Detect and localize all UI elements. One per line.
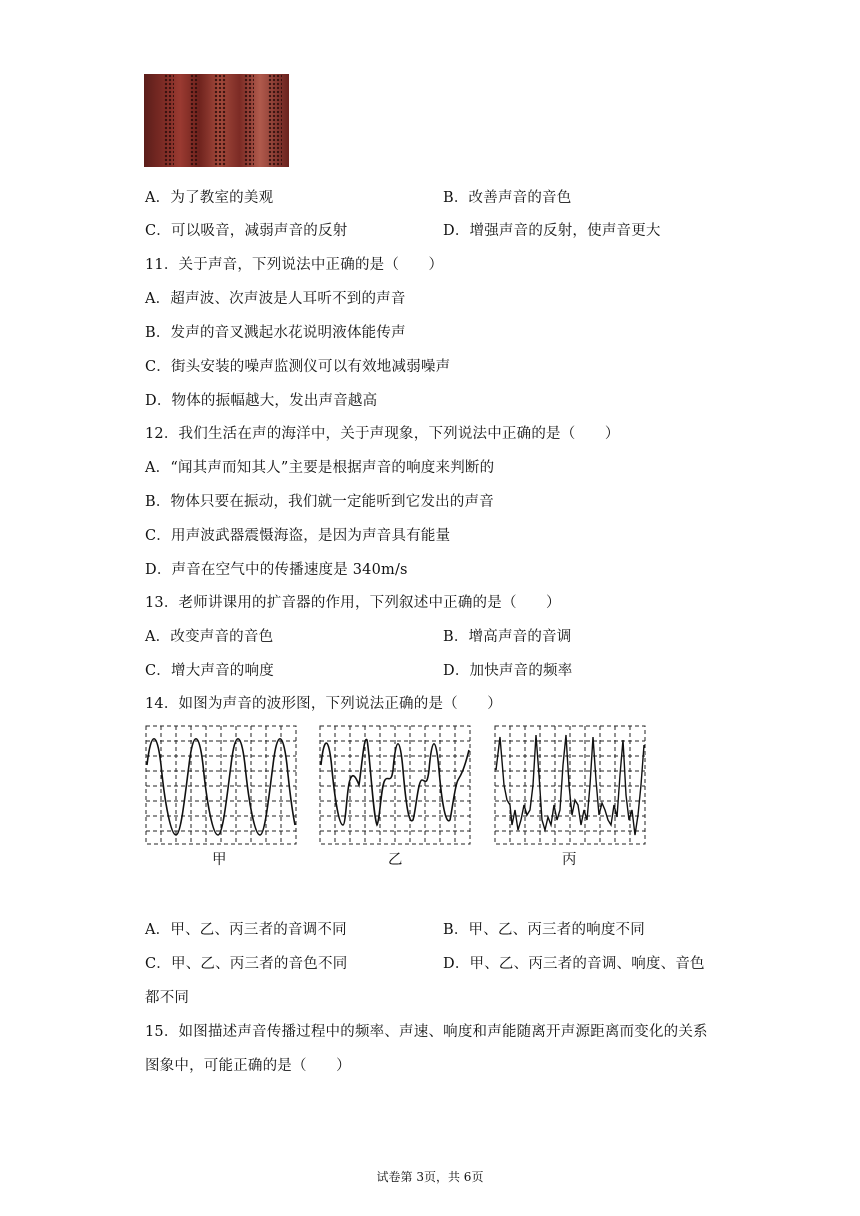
q11-option-b: B．发声的音叉溅起水花说明液体能传声 <box>145 325 406 341</box>
q14-stem: 14．如图为声音的波形图，下列说法正确的是（ ） <box>145 696 502 712</box>
q15-stem-line1: 15．如图描述声音传播过程中的频率、声速、响度和声能随离开声源距离而变化的关系 <box>145 1024 708 1040</box>
waveform-yi <box>319 725 471 845</box>
q14-option-d: D．甲、乙、丙三者的音调、响度、音色 <box>443 956 705 972</box>
q10-option-c: C．可以吸音，减弱声音的反射 <box>145 223 348 239</box>
q10-option-a: A．为了教室的美观 <box>145 190 274 206</box>
page-footer: 试卷第 3页，共 6页 <box>376 1170 484 1184</box>
q12-option-a: A．“闻其声而知其人”主要是根据声音的响度来判断的 <box>145 460 495 476</box>
waveform-jia <box>145 725 297 845</box>
q11-option-c: C．街头安装的噪声监测仪可以有效地减弱噪声 <box>145 359 451 375</box>
q14-option-c: C．甲、乙、丙三者的音色不同 <box>145 956 348 972</box>
q12-stem: 12．我们生活在声的海洋中，关于声现象，下列说法中正确的是（ ） <box>145 426 620 442</box>
q12-option-c: C．用声波武器震慑海盗，是因为声音具有能量 <box>145 528 451 544</box>
q13-stem: 13．老师讲课用的扩音器的作用，下列叙述中正确的是（ ） <box>145 595 561 611</box>
q11-option-d: D．物体的振幅越大，发出声音越高 <box>145 393 378 409</box>
waveform-label-bing: 丙 <box>562 852 577 868</box>
q11-option-a: A．超声波、次声波是人耳听不到的声音 <box>145 291 406 307</box>
q13-option-d: D．加快声音的频率 <box>443 663 573 679</box>
q10-option-d: D．增强声音的反射，使声音更大 <box>443 223 661 239</box>
q13-option-b: B．增高声音的音调 <box>443 629 572 645</box>
q13-option-a: A．改变声音的音色 <box>145 629 274 645</box>
q11-stem: 11．关于声音，下列说法中正确的是（ ） <box>145 257 444 273</box>
perforated-panel-photo <box>144 74 289 167</box>
q12-option-d: D．声音在空气中的传播速度是 340m/s <box>145 562 408 578</box>
waveform-label-yi: 乙 <box>388 852 403 868</box>
q14-option-a: A．甲、乙、丙三者的音调不同 <box>145 922 347 938</box>
q14-option-b: B．甲、乙、丙三者的响度不同 <box>443 922 645 938</box>
q13-option-c: C．增大声音的响度 <box>145 663 274 679</box>
waveform-label-jia: 甲 <box>212 852 227 868</box>
q10-option-b: B．改善声音的音色 <box>443 190 572 206</box>
q12-option-b: B．物体只要在振动，我们就一定能听到它发出的声音 <box>145 494 494 510</box>
waveform-bing <box>494 725 646 845</box>
q15-stem-line2: 图象中，可能正确的是（ ） <box>145 1058 351 1074</box>
q14-option-d-continued: 都不同 <box>145 990 190 1006</box>
